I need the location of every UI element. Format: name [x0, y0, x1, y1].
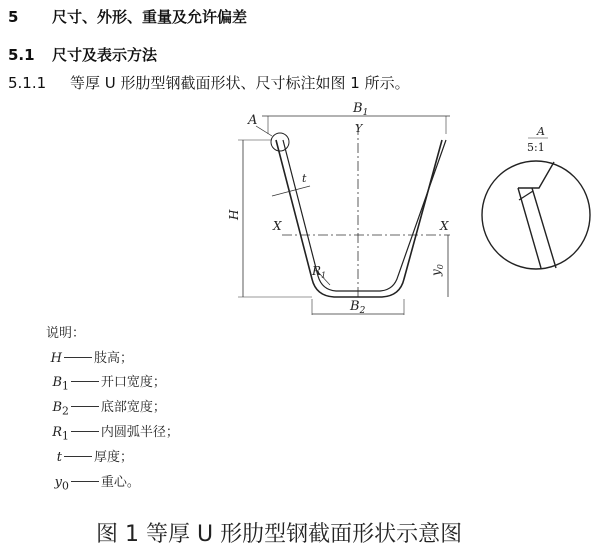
detail-title: A [537, 125, 545, 138]
label-b2: $B_2$ [350, 299, 366, 315]
label-y0: $y_0$ [429, 264, 445, 276]
legend-item-t [46, 446, 133, 468]
legend-title: 说明： [46, 326, 86, 341]
legend-desc: 底部宽度； [100, 400, 166, 415]
legend-dash [64, 456, 92, 457]
legend-symbol: H [50, 351, 62, 366]
legend-desc: 内圆弧半径； [100, 425, 179, 440]
section-title: 尺寸、外形、重量及允许偏差 [52, 8, 248, 26]
detail-a-circle [271, 133, 289, 151]
legend-symbol: B [52, 375, 62, 390]
paragraph-text: 等厚 U 形肋型钢截面形状、尺寸标注如图 1 所示。 [70, 74, 410, 92]
legend-symbol: B [52, 400, 62, 415]
section-number: 5.1.1 [8, 74, 47, 92]
legend-desc: 开口宽度； [100, 375, 166, 390]
legend-dash [71, 381, 99, 382]
section-title: 尺寸及表示方法 [52, 46, 158, 64]
figure-caption: 图 1 等厚 U 形肋型钢截面形状示意图 [96, 522, 463, 547]
section-5-1-heading [8, 44, 157, 65]
legend-dash [71, 481, 99, 482]
legend-item-b1 [46, 371, 166, 393]
legend-dash [64, 357, 92, 358]
label-t: t [302, 172, 307, 185]
legend-subscript: 0 [62, 479, 69, 493]
legend-symbol: y [54, 475, 62, 490]
label-y: Y [355, 122, 363, 135]
label-b1: $B_1$ [353, 101, 369, 118]
legend-desc: 厚度； [94, 450, 134, 465]
detail-corner-top [518, 162, 554, 188]
legend-item-r1 [46, 421, 179, 443]
detail-scale: 5:1 [527, 141, 545, 154]
legend-desc: 重心。 [100, 475, 140, 490]
label-x-left: X [273, 219, 282, 233]
u-section-outer [276, 140, 442, 297]
detail-hatch [519, 191, 533, 200]
label-a: A [248, 113, 258, 128]
legend-item-b2 [46, 396, 166, 418]
u-rib-section-figure [0, 90, 600, 315]
label-h: H [227, 209, 241, 220]
a-leader [256, 126, 272, 136]
t-leader [272, 186, 310, 196]
label-r1: $R_1$ [312, 264, 327, 280]
legend-symbol: t [56, 450, 62, 465]
detail-inner-edge [532, 188, 556, 268]
section-number: 5.1 [8, 46, 35, 64]
detail-outer-edge [518, 188, 541, 268]
legend-item-y0 [46, 471, 140, 493]
legend-subscript: 2 [62, 404, 69, 418]
legend-dash [71, 406, 99, 407]
legend-item-h [46, 347, 133, 369]
section-5-heading [8, 6, 247, 27]
label-x-right: X [440, 219, 449, 233]
legend-dash [71, 431, 99, 432]
legend-subscript: 1 [62, 429, 69, 443]
section-number: 5 [8, 8, 19, 26]
legend-symbol: R [52, 425, 62, 440]
legend-desc: 肢高； [94, 351, 134, 366]
legend-subscript: 1 [62, 379, 69, 393]
